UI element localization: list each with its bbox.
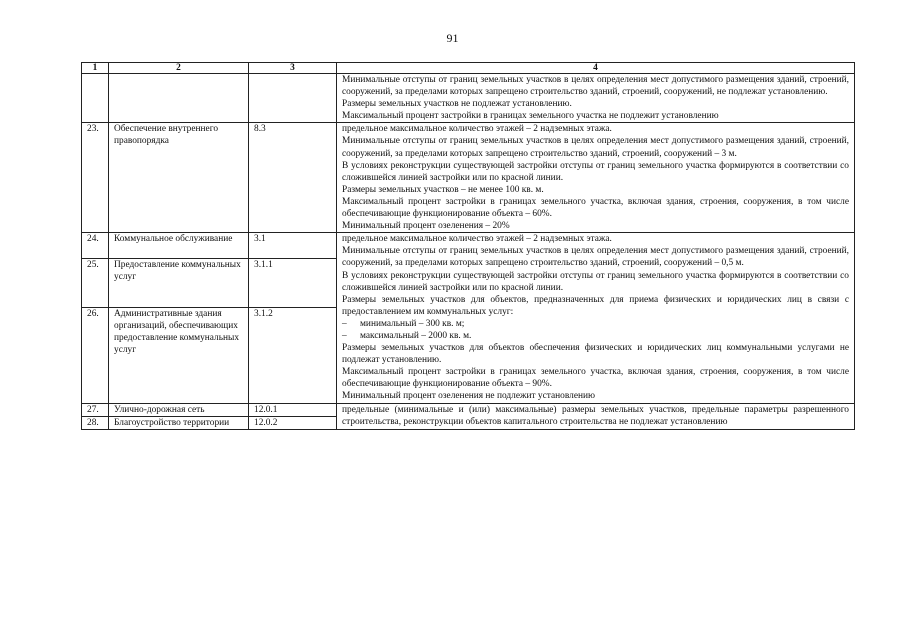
table-row-23 <box>82 123 855 233</box>
cell-name: Административные здания организаций, обеспечивающих предоставление коммунальных услуг <box>109 307 249 403</box>
cell-code: 12.0.2 <box>249 416 337 429</box>
cell-num: 23. <box>82 123 109 233</box>
paragraph: предельные (минимальные и (или) максимальные) размеры земельных участков, предельные параметры разрешенного строительства, реконструкции объектов капитального строительства не подлежат установлению <box>342 404 849 427</box>
cell-num: 26. <box>82 307 109 403</box>
regulations-table <box>81 62 855 430</box>
cell-name: Благоустройство территории <box>109 416 249 429</box>
cell-num: 28. <box>82 416 109 429</box>
paragraph: Размеры земельных участков для объектов, предназначенных для приема физических и юридических лиц в связи с предоставлением им коммунальных услуг: <box>342 294 849 317</box>
cell-num: 24. <box>82 233 109 258</box>
header-col-2: 2 <box>109 63 249 74</box>
cell-num: 25. <box>82 258 109 307</box>
table-row-24 <box>82 233 855 258</box>
cell-name <box>109 74 249 123</box>
cell-code: 3.1 <box>249 233 337 258</box>
cell-name: Улично-дорожная сеть <box>109 403 249 416</box>
cell-parameters-shared <box>337 403 855 429</box>
cell-code: 3.1.1 <box>249 258 337 307</box>
dash-marker: – <box>342 318 347 329</box>
list-item-text: минимальный – 300 кв. м; <box>360 318 465 329</box>
table-row-continuation <box>82 74 855 123</box>
cell-code <box>249 74 337 123</box>
cell-num: 27. <box>82 403 109 416</box>
paragraph: предельное максимальное количество этажей – 2 надземных этажа. <box>342 234 612 245</box>
cell-code: 12.0.1 <box>249 403 337 416</box>
paragraph: Минимальный процент озеленения – 20% <box>342 221 510 232</box>
list-item <box>342 330 849 342</box>
paragraph: Минимальные отступы от границ земельных участков в целях определения мест допустимого размещения зданий, строений, сооружений, за пределами которых запрещено строительство зданий, строений, сооружений, не подлежат установлению. <box>342 75 849 98</box>
list-item-text: максимальный – 2000 кв. м. <box>360 330 472 341</box>
dash-marker: – <box>342 330 347 341</box>
paragraph: Размеры земельных участков не подлежат установлению. <box>342 99 572 110</box>
cell-parameters <box>337 74 855 123</box>
paragraph: Максимальный процент застройки в границах земельного участка, включая здания, строения, сооружения, в том числе обеспечивающие функционирование объекта – 90%. <box>342 367 849 390</box>
cell-parameters-shared <box>337 233 855 403</box>
paragraph: Минимальный процент озеленения не подлежит установлению <box>342 391 596 402</box>
cell-code: 8.3 <box>249 123 337 233</box>
paragraph: Минимальные отступы от границ земельных участков в целях определения мест допустимого размещения зданий, строений, сооружений, за пределами которых запрещено строительство зданий, строений, сооружений – 3 м. <box>342 136 849 159</box>
cell-name: Предоставление коммунальных услуг <box>109 258 249 307</box>
table-row-27 <box>82 403 855 416</box>
header-col-1: 1 <box>82 63 109 74</box>
cell-code: 3.1.2 <box>249 307 337 403</box>
header-col-4: 4 <box>337 63 855 74</box>
paragraph: Максимальный процент застройки в границах земельного участка, включая здания, строения, сооружения, в том числе обеспечивающие функционирование объекта – 60%. <box>342 196 849 220</box>
paragraph: Максимальный процент застройки в границах земельного участка не подлежит установлению <box>342 111 719 122</box>
paragraph: Размеры земельных участков для объектов обеспечения физических и юридических лиц коммунальными услугами не подлежат установлению. <box>342 343 849 366</box>
cell-name: Коммунальное обслуживание <box>109 233 249 258</box>
paragraph: Размеры земельных участков – не менее 100 кв. м. <box>342 184 544 195</box>
cell-parameters <box>337 123 855 233</box>
paragraph: В условиях реконструкции существующей застройки отступы от границ земельного участка формируются в соответствии со сложившейся линией застройки или по красной линии. <box>342 270 849 293</box>
cell-num <box>82 74 109 123</box>
page-number: 91 <box>446 31 459 45</box>
header-col-3: 3 <box>249 63 337 74</box>
paragraph: предельное максимальное количество этажей – 2 надземных этажа. <box>342 124 612 135</box>
cell-name: Обеспечение внутреннего правопорядка <box>109 123 249 233</box>
paragraph: В условиях реконструкции существующей застройки отступы от границ земельного участка формируются в соответствии со сложившейся линией застройки или по красной линии. <box>342 160 849 183</box>
table-header-row <box>82 63 855 74</box>
paragraph: Минимальные отступы от границ земельных участков в целях определения мест допустимого размещения зданий, строений, сооружений, за пределами которых запрещено строительство зданий, строений, сооружений – 0,5 м. <box>342 246 849 269</box>
list-item <box>342 318 849 330</box>
